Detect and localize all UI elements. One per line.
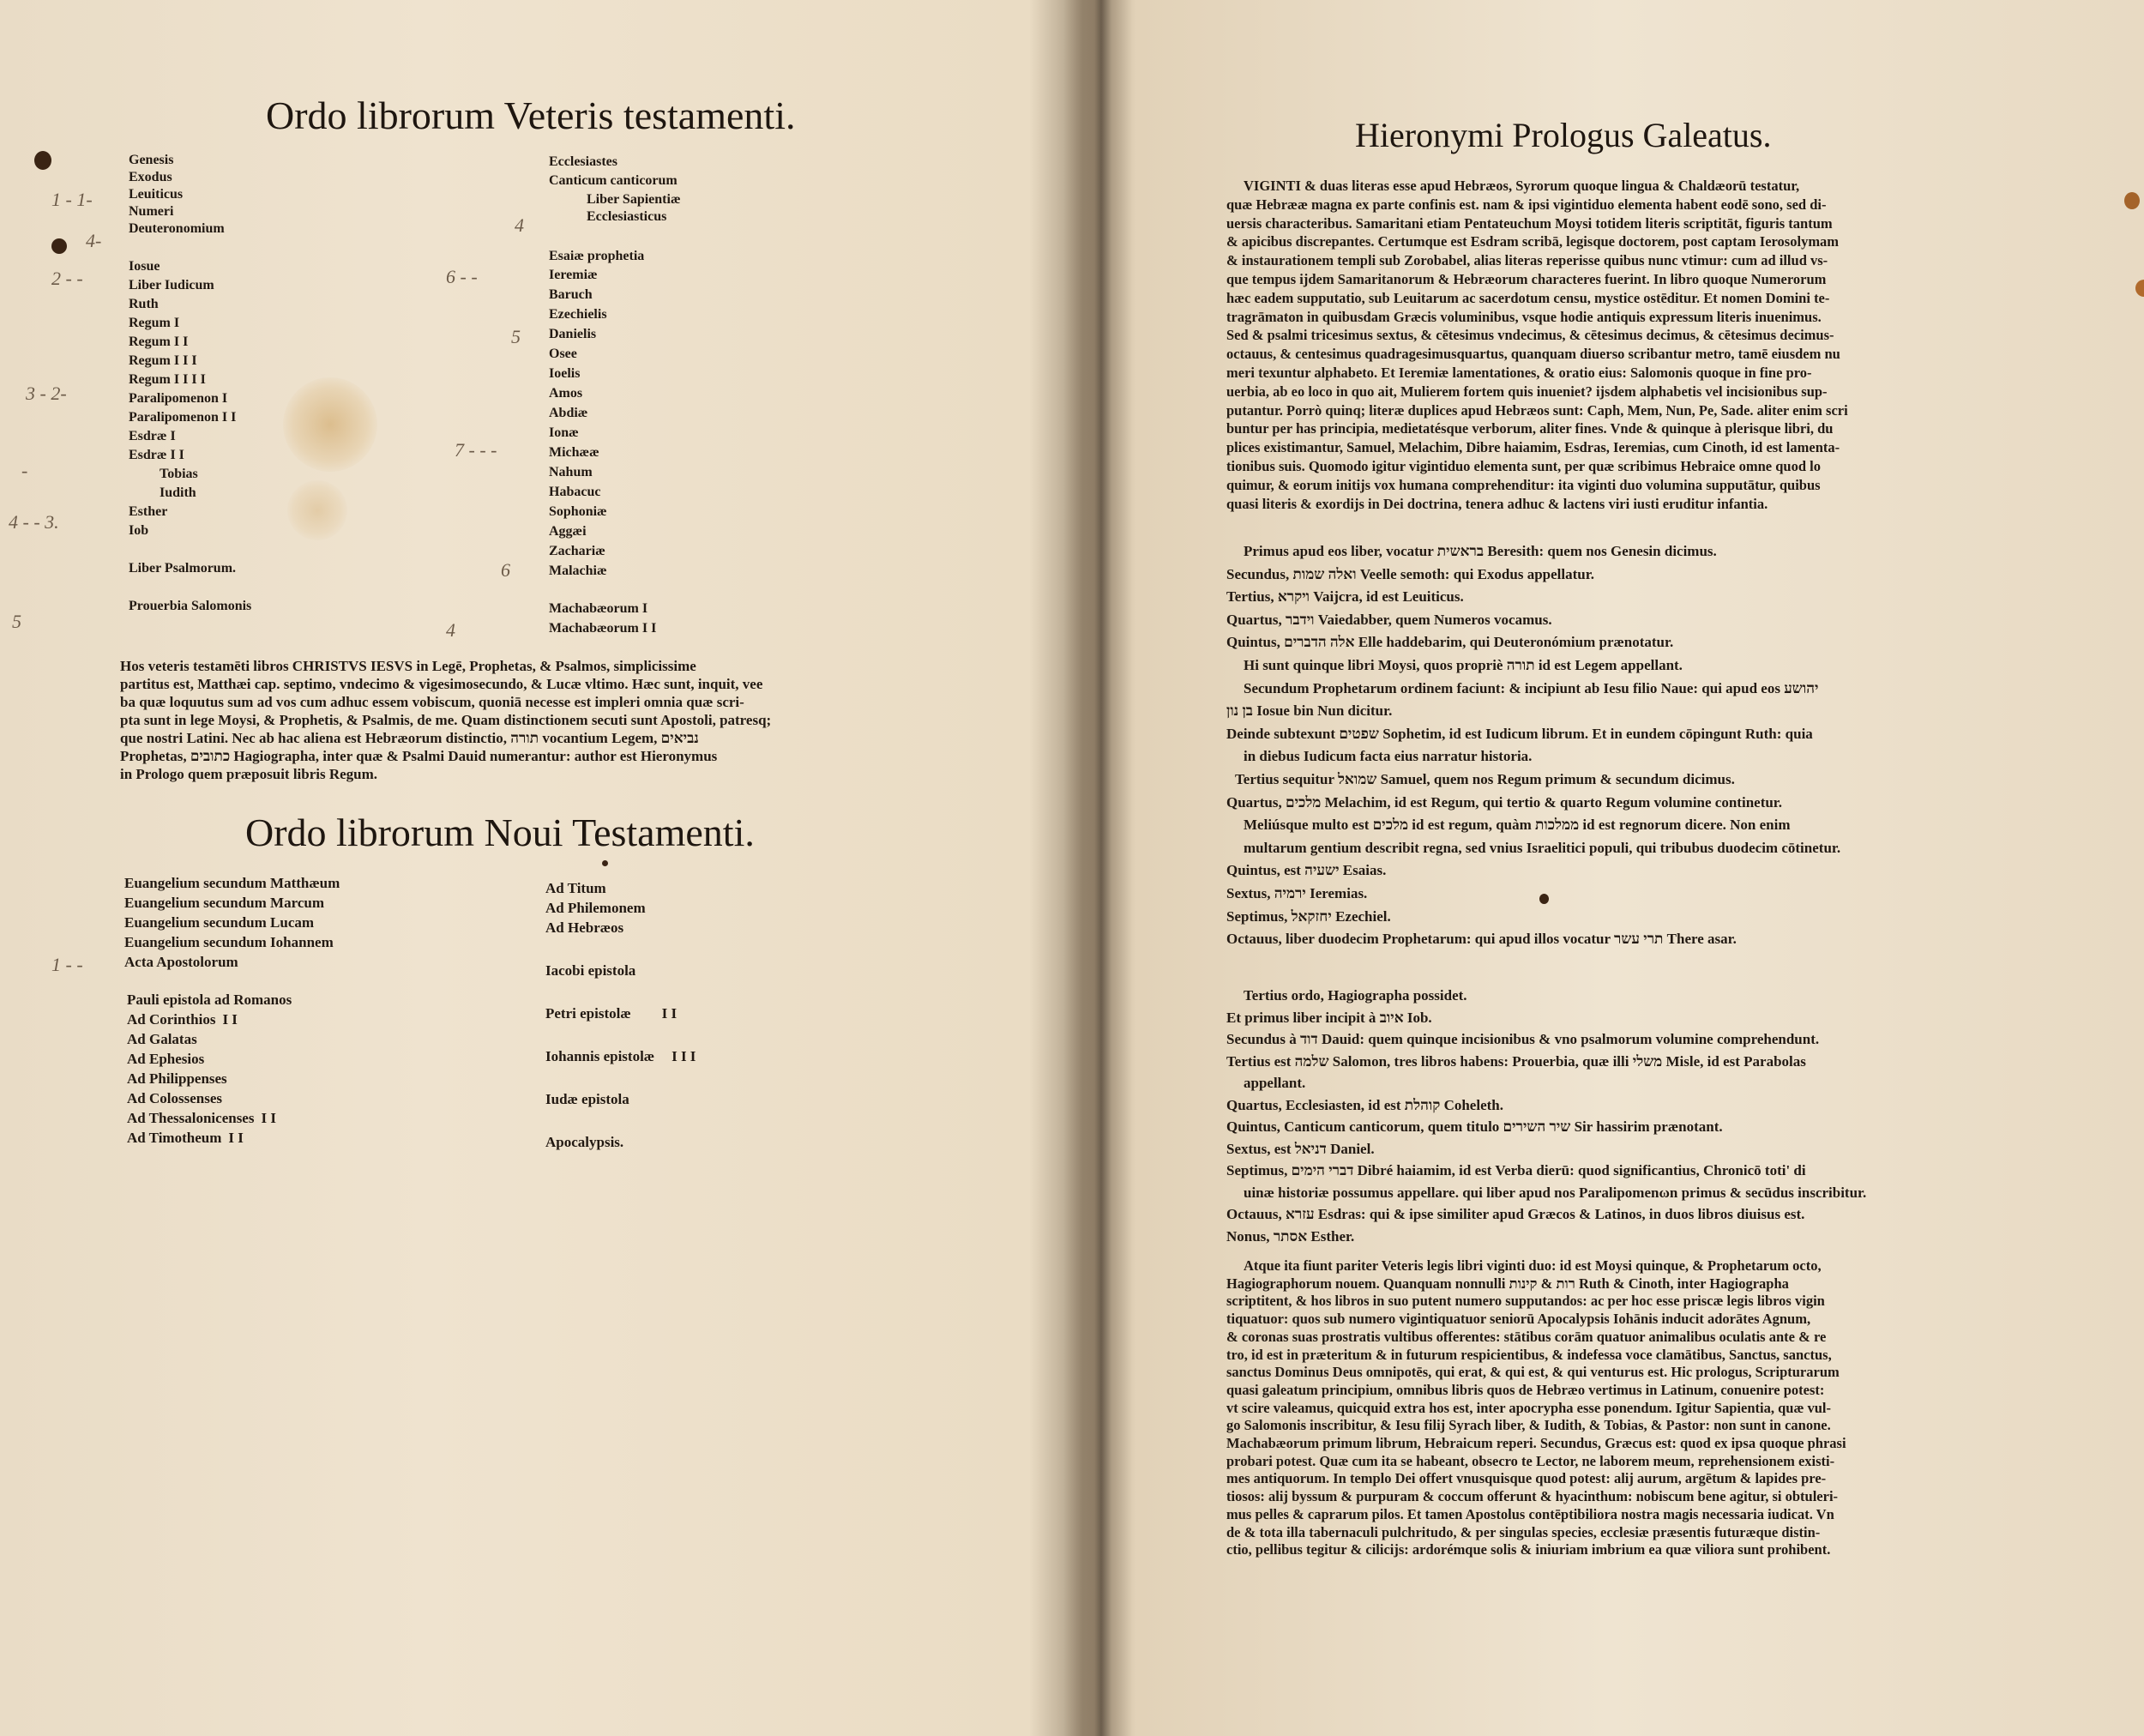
paragraph-line: ba quæ loquutus sum ad vos cum adhuc essem vobiscum, quoniā necesse est impleri omnia quæ scri- [120,694,744,710]
paragraph-line: tionibus suis. Quomodo igitur vigintiduo elementa sunt, per quæ scribimus Hebraice omne quod lo [1226,457,1821,474]
book-entry: Ruth [129,297,159,311]
book-entry: Baruch [549,287,593,302]
paragraph-line: quasi literis & exordijs in Dei doctrina, tenera adhuc & lactens viri iusti eruditur infantia. [1226,495,1768,512]
paragraph-line: & apicibus discrepantes. Certumque est Esdram scribā, legisque doctorem, post captam Ierosolymam [1226,233,1840,250]
paragraph-line: tro, id est in præteritum & in futurum respicientibus, & indefessa voce clamātibus, Sanctus, sanctus, [1226,1346,1832,1363]
nt-list-pauline [127,992,292,1149]
book-name: Pauli epistola ad Romanos [127,992,292,1008]
margin-note: 6 [501,559,510,581]
list-line: in diebus Iudicum facta eius narratur historia. [1244,748,1533,765]
margin-note: - [21,460,28,481]
paragraph-line: hæc eadem supputatio, sub Leuitarum ac sacerdotum censu, mystice ostēditur. Et nomen Domini te- [1226,289,1830,306]
book-entry: Osee [549,347,577,361]
list-line: Septimus, דברי הימים Dibré haiamim, id est Verba dierū: quod significantius, Chronicō toti' di [1226,1162,1806,1178]
paragraph-line: Machabæorum primum librum, Hebraicum reperi. Secundus, Græcus est: quod ex ipsa quoque phrasi [1226,1435,1846,1452]
book-entry: Regum I I I I [129,372,206,387]
book-entry: Deuteronomium [129,221,225,236]
list-line: Secundus à דוד Dauid: quem quinque incisionibus & vno psalmorum volumine comprehendunt. [1226,1031,1820,1047]
paragraph-line: VIGINTI & duas literas esse apud Hebræos, Syrorum quoque lingua & Chaldæorū testatur, [1244,178,1800,194]
book-entry: Aggæi [549,524,587,539]
book-entry: Ad Philemonem [545,900,646,916]
list-line: Tertius, ויקרא Vaijcra, id est Leuiticus. [1226,588,1464,606]
list-line: Tertius sequitur שמואל Samuel, quem nos Regum primum & secundum dicimus. [1235,770,1735,787]
paragraph-line: ctio, pellibus tegitur & cilicijs: ardorémque solis & iniuriam imbrium ea quæ viliora sunt prohibent. [1226,1541,1831,1558]
list-line: Octauus, עזרא Esdras: qui & ipse similiter apud Græcos & Latinos, in duos libros diuisus est. [1226,1206,1805,1222]
margin-note: 6 - - [446,266,478,287]
ink-spot [602,860,608,866]
paragraph-line: & instaurationem templi sub Zorobabel, alias literas reperisse quibus nunc vtimur: cum ad illud vs- [1226,252,1828,269]
book-entry [545,1134,696,1177]
roman-numeral: I I [661,1005,678,1022]
book-entry [127,1070,292,1090]
books-list-law-prophets [1226,540,2135,951]
prologue-paragraph-1 [1226,177,2135,513]
paragraph-line: go Salomonis inscribitur, & Iesu filij Syrach liber, & Iudith, & Tobias, & Pastor: non sunt in canone. [1226,1417,1831,1434]
book-entry [127,992,292,1011]
list-line: Quintus, est ישעיה Esaias. [1226,862,1387,879]
margin-note: 4 - - 3. [9,511,59,533]
list-line: appellant. [1244,1075,1306,1091]
book-entry: Sophoniæ [549,504,607,519]
paragraph-line: Hagiographorum nouem. Quanquam nonnulli רות & קינות Ruth & Cinoth, inter Hagiographa [1226,1275,1789,1292]
paragraph-line: vt scire valeamus, quicquid extra hos est, inter apocrypha esse ponendum. Igitur Sapientia, quæ vul- [1226,1399,1831,1416]
book-name: Ad Thessalonicenses [127,1110,255,1126]
book-entry: Ecclesiastes [549,154,617,169]
paragraph-line: & coronas suas prostratis vultibus offerentes: stātibus corām quatuor animalibus oculatis ante & re [1226,1328,1827,1345]
paragraph-line: Sed & psalmi tricesimus sextus, & cētesimus vndecimus, & cētesimus decimus, & cētesimus decimus- [1226,327,1834,344]
book-entry: Liber Iudicum [129,278,214,292]
book-entry: Exodus [129,170,172,184]
book-entry: Nahum [549,465,593,479]
book-entry: Ionæ [549,425,579,440]
book-entry: Paralipomenon I I [129,410,237,425]
book-name: Ad Corinthios [127,1011,216,1028]
books-list-hagiographa [1226,985,2135,1247]
book-entry: Regum I [129,316,180,330]
paragraph-line: Hos veteris testamēti libros CHRISTVS IESVS in Legē, Prophetas, & Psalmos, simplicissime [120,658,696,674]
paragraph-line: de & tota illa tabernaculi pulchritudo, & per singulas species, ecclesiæ præsentis futuræque distin- [1226,1523,1821,1540]
book-entry: Iosue [129,259,160,274]
book-entry: Paralipomenon I [129,391,228,406]
book-name: Iacobi epistola [545,962,636,979]
list-line: Octauus, liber duodecim Prophetarum: qui apud illos vocatur תרי עשר There asar. [1226,931,1737,948]
list-line: Secundus, ואלה שמות Veelle semoth: qui Exodus appellatur. [1226,565,1594,582]
list-line: Et primus liber incipit à איוב Iob. [1226,1009,1432,1026]
list-line: Quintus, Canticum canticorum, quem titulo שיר השירים Sir hassirim prænotant. [1226,1118,1723,1135]
paragraph-line: meri texuntur alphabeto. Et Ieremiæ lamentationes, & oratio eius: Salomonis quoque in fine pro- [1226,364,1812,381]
book-entry: Malachiæ [549,564,607,578]
paragraph-line: putantur. Porrò quinq; literæ duplices apud Hebræos sunt: Caph, Mem, Nun, Pe, Sade. aliter enim scri [1226,401,1848,419]
paragraph-line: probari potest. Quæ cum ita se habeant, obsecro te Lector, ne laborem meum, reprehensionem existi- [1226,1452,1835,1469]
book-name: Apocalypsis. [545,1134,624,1150]
book-entry: Ad Hebræos [545,919,624,936]
book-entry: Genesis [129,153,174,167]
book-entry [127,1031,292,1051]
margin-note: 1 - - [51,954,83,975]
book-entry: Euangelium secundum Matthæum [124,875,340,891]
book-entry [127,1011,292,1031]
nt-title: Ordo librorum Noui Testamenti. [245,811,755,854]
book-entry: Amos [549,386,583,401]
paragraph-line: sanctus Dominus Deus omnipotēs, qui erat, & qui est, & qui venturus est. Hic prologus, Scripturarum [1226,1364,1840,1381]
book-entry: Zachariæ [549,544,605,558]
book-entry: Ad Titum [545,880,606,896]
list-line: Deinde subtexunt שפטים Sophetim, id est Iudicum librum. Et in eundem cōpingunt Ruth: quia [1226,725,1813,742]
ot-title: Ordo librorum Veteris testamenti. [266,93,796,137]
book-entry: Michææ [549,445,599,460]
ot-list-column-1 [129,153,251,618]
roman-numeral: I I [222,1011,238,1028]
book-name: Iohannis epistolæ [545,1048,655,1064]
list-line: uinæ historiæ possumus appellare. qui liber apud nos Paralipomenωn primus & secūdus inscribitur. [1244,1184,1867,1201]
book-entry: Liber Sapientiæ [587,192,681,207]
book-entry: Danielis [549,327,597,341]
book-entry [127,1051,292,1070]
book-entry [127,1090,292,1110]
book-entry: Ieremiæ [549,268,598,282]
book-entry: Iudith [160,485,196,500]
list-line: Quartus, Ecclesiasten, id est קוהלת Coheleth. [1226,1096,1503,1113]
ink-spot [34,151,51,170]
book-entry: Euangelium secundum Iohannem [124,934,334,950]
list-line: Septimus, יחזקאל Ezechiel. [1226,907,1391,925]
nt-list-column-2a [545,880,646,939]
prologue-title: Hieronymi Prologus Galeatus. [1355,116,1772,154]
paragraph-line: pta sunt in lege Moysi, & Prophetis, & Psalmis, de me. Quam distinctionem secuti sunt Apostoli, patresq; [120,712,772,728]
book-name: Ad Colossenses [127,1090,222,1106]
book-name: Ad Philippenses [127,1070,227,1087]
book-entry: Esther [129,504,168,519]
book-entry [127,1130,292,1149]
list-line: Quintus, אלה הדברים Elle haddebarim, qui Deuteronómium prænotatur. [1226,634,1674,651]
paragraph-line: scriptitent, & hos libros in suo putent numero supputandos: ac per hoc esse priscæ legis libros vigin [1226,1293,1825,1310]
roman-numeral: I I [261,1110,276,1126]
paragraph-line: octauus, & centesimus quadragesimusquartus, quanquam diuerso scribantur metro, tamē eiusdem nu [1226,346,1840,363]
margin-note: 3 - 2- [26,383,67,404]
book-entry: Canticum canticorum [549,173,678,188]
margin-note: 1 - 1- [51,189,93,210]
nt-list-gospels [124,875,340,973]
paragraph-line: uersis characteribus. Samaritani etiam Pentateuchum Moysi totidem literis scriptitāt, figuris tantum [1226,214,1833,232]
roman-numeral: I I I [672,1048,696,1064]
paragraph-line: quasi galeatum principium, omnibus libris quos de Hebræo vertimus in Latinum, conuenire potest: [1226,1381,1825,1398]
book-entry: Euangelium secundum Lucam [124,914,315,931]
paragraph-line: Prophetas, כתובים Hagiographa, inter quæ & Psalmi Dauid numerantur: author est Hieronymus [120,748,718,764]
book-entry: Liber Psalmorum. [129,561,237,576]
book-name: Iudæ epistola [545,1091,629,1107]
paragraph-line: mes antiquorum. In templo Dei offert vnusquisque quod potest: alij aurum, argētum & lapides pre- [1226,1470,1827,1487]
book-entry: Acta Apostolorum [124,954,238,970]
book-entry: Esaiæ prophetia [549,249,645,263]
book-entry: Machabæorum I [549,601,648,616]
roman-numeral: I I [228,1130,244,1146]
book-entry: Leuiticus [129,187,184,202]
margin-note: 5 [511,326,521,347]
water-stain [283,377,377,472]
list-line: Tertius ordo, Hagiographa possidet. [1244,987,1467,1004]
book-name: Ad Timotheum [127,1130,222,1146]
list-line: Primus apud eos liber, vocatur בראשית Beresith: quem nos Genesin dicimus. [1244,543,1717,559]
paragraph-line: plices existimantur, Samuel, Melachim, Dibre haiamim, Esdras, Ieremias, cum Cinoth, id est lamenta- [1226,439,1840,456]
ot-list-column-2 [549,154,681,641]
book-name: Ad Galatas [127,1031,197,1047]
paragraph-line: que nostri Latini. Nec ab hac aliena est Hebræorum distinctio, תורה vocantium Legem, נביאים [120,730,699,746]
list-line: Hi sunt quinque libri Moysi, quos propriè תורה id est Legem appellant. [1244,656,1683,673]
margin-note: 4 [446,619,455,641]
book-name: Ad Ephesios [127,1051,205,1067]
right-page [1115,0,2144,1736]
paragraph-line: quæ Hebrææ magna ex parte confinis est. nam & ipsi vigintiduo elementa habent eodē sono, sed di- [1226,196,1827,213]
book-entry: Numeri [129,204,174,219]
list-line: Meliúsque multo est מלכים id est regum, quàm ממלכות id est regnorum dicere. Non enim [1244,817,1791,834]
ink-spot [2135,280,2144,297]
list-line: Secundum Prophetarum ordinem faciunt: & incipiunt ab Iesu filio Naue: qui apud eos יהושע [1244,679,1819,696]
list-line: Nonus, אסתר Esther. [1226,1227,1355,1245]
book-entry [545,1091,696,1134]
prologue-paragraph-2 [1226,1257,2135,1559]
book-entry: Ecclesiasticus [587,209,667,224]
list-line: בן נון Iosue bin Nun dicitur. [1226,702,1393,720]
paragraph-line: que tempus ijdem Samaritanorum & Hebræorum characteres fuerint. In libro quoque Numerorum [1226,270,1827,287]
list-line: Quartus, מלכים Melachim, id est Regum, qui tertio & quarto Regum volumine continetur. [1226,793,1783,811]
list-line: Quartus, וידבר Vaiedabber, quem Numeros vocamus. [1226,611,1552,628]
book-entry: Ezechielis [549,307,607,322]
margin-note: 2 - - [51,268,83,289]
book-entry: Esdræ I I [129,448,184,462]
margin-note: 4- [86,230,102,251]
margin-note: 5 [12,611,21,632]
paragraph-line: in Prologo quem præposuit libris Regum. [120,766,378,782]
paragraph-line: mus pelles & caprarum pilos. Et tamen Apostolus contēptibiliora nostra magis necessaria iudicat. Vn [1226,1505,1834,1522]
paragraph-line: tiquatuor: quos sub numero vigintiquatuor seniorū Apocalypsis Iohānis inducit adorātes Agnum, [1226,1311,1811,1328]
book-entry: Abdiæ [549,406,588,420]
water-stain [287,480,347,540]
book-entry: Ioelis [549,366,581,381]
paragraph-line: Atque ita fiunt pariter Veteris legis libri viginti duo: id est Moysi quinque, & Prophetarum octo, [1244,1257,1822,1274]
margin-note: 4 [515,214,524,236]
paragraph-line: uerbia, ab eo loco in quo ait, Mulierem fortem quis inueniet? ijsdem alphabetis vel incisionibus sup- [1226,383,1828,400]
book-entry: Prouerbia Salomonis [129,599,252,613]
book-name: Petri epistolæ [545,1005,631,1022]
paragraph-line: partitus est, Matthæi cap. septimo, vndecimo & vigesimosecundo, & Lucæ vltimo. Hæc sunt, inquit, vee [120,676,763,692]
ink-spot [51,238,67,254]
list-line: Sextus, est דניאל Daniel. [1226,1140,1375,1157]
book-entry: Machabæorum I I [549,621,657,636]
book-entry [545,1048,696,1091]
book-entry: Regum I I I [129,353,197,368]
paragraph-line: tiosos: alij byssum & purpuram & coccum offerunt & hyacinthum: nobiscum bene agitur, si obtuleri- [1226,1488,1839,1505]
paragraph-line: buntur per has principia, medietatésque verborum, aliter fines. Vnde & quinque à plerisque libri, du [1226,420,1834,437]
book-entry: Tobias [160,467,198,481]
paragraph-line: tragrāmaton in quibusdam Græcis voluminibus, vsque hodie antiquis expressum literis inuenimus. [1226,308,1822,325]
list-line: Tertius est שלמה Salomon, tres libros habens: Prouerbia, quæ illi משלי Misle, id est Parabolas [1226,1052,1806,1070]
book-entry: Regum I I [129,335,189,349]
paragraph-line: quimur, & eorum initijs vox humana comprehenditur: ita viginti duo volumina supputātur, quibus [1226,476,1821,493]
nt-list-column-2b [545,962,696,1177]
book-entry: Iob [129,523,149,538]
book-entry [545,962,696,1005]
book-entry [545,1005,696,1048]
list-line: Sextus, ירמיה Ieremias. [1226,884,1368,901]
margin-note: 7 - - - [455,439,497,461]
book-entry: Esdræ I [129,429,176,443]
ot-paragraph [120,657,969,783]
book-entry: Habacuc [549,485,601,499]
list-line: multarum gentium describit regna, sed vnius Israelitici populi, qui tribubus duodecim cōtinetur. [1244,839,1841,856]
book-entry [127,1110,292,1130]
book-entry: Euangelium secundum Marcum [124,895,324,911]
